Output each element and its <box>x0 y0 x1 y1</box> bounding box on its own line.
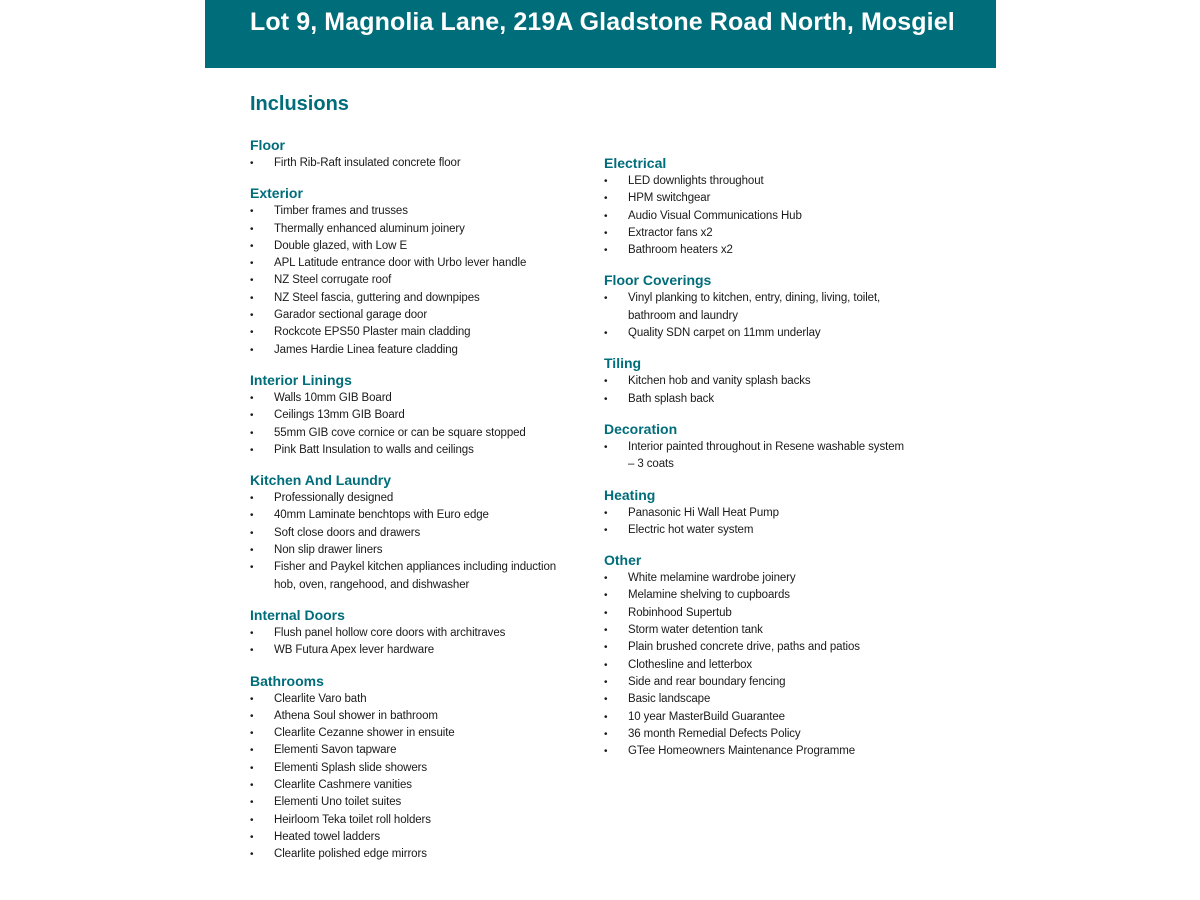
list-item <box>604 242 904 259</box>
list-item-text: Garador sectional garage door <box>274 309 428 322</box>
list-item-text: Thermally enhanced aluminum joinery <box>274 222 465 235</box>
bullet-icon: • <box>250 562 254 574</box>
section-decoration <box>604 420 904 474</box>
list-item <box>250 255 580 272</box>
section-exterior <box>250 184 580 359</box>
list-item-text: GTee Homeowners Maintenance Programme <box>628 745 856 758</box>
list-item <box>250 708 580 725</box>
list-item-text: Electric hot water system <box>628 523 754 536</box>
list-item-text: Clearlite Cezanne shower in ensuite <box>274 727 455 740</box>
list-item <box>250 725 580 742</box>
bullet-icon: • <box>250 510 254 522</box>
list-item <box>604 674 904 691</box>
list-item-text: NZ Steel fascia, guttering and downpipes <box>274 291 480 304</box>
bullet-icon: • <box>250 493 254 505</box>
list-item-text: Rockcote EPS50 Plaster main cladding <box>274 326 471 339</box>
bullet-icon: • <box>604 393 608 405</box>
list-item <box>604 605 904 622</box>
list-item-text: Quality SDN carpet on 11mm underlay <box>628 327 821 340</box>
item-list <box>250 625 580 660</box>
list-item-text: Vinyl planking to kitchen, entry, dining, living, toilet, bathroom and laundry <box>628 292 881 322</box>
bullet-icon: • <box>250 240 254 252</box>
list-item <box>250 238 580 255</box>
item-list <box>604 505 904 540</box>
section-heating <box>604 486 904 540</box>
list-item <box>250 559 580 594</box>
bullet-icon: • <box>604 245 608 257</box>
item-list <box>250 203 580 359</box>
item-list <box>604 290 904 342</box>
bullet-icon: • <box>250 728 254 740</box>
list-item-text: Extractor fans x2 <box>628 226 713 239</box>
bullet-icon: • <box>250 831 254 843</box>
list-item <box>250 525 580 542</box>
bullet-icon: • <box>604 293 608 305</box>
bullet-icon: • <box>250 797 254 809</box>
list-item <box>604 391 904 408</box>
list-item <box>604 709 904 726</box>
list-item <box>250 507 580 524</box>
bullet-icon: • <box>604 711 608 723</box>
list-item <box>250 272 580 289</box>
bullet-icon: • <box>250 392 254 404</box>
list-item-text: Fisher and Paykel kitchen appliances including induction hob, oven, rangehood, and dishwasher <box>274 561 557 591</box>
page-title: Lot 9, Magnolia Lane, 219A Gladstone Road North, Mosgiel <box>250 8 955 36</box>
bullet-icon: • <box>604 376 608 388</box>
bullet-icon: • <box>250 814 254 826</box>
inclusions-heading: Inclusions <box>250 93 349 115</box>
bullet-icon: • <box>604 507 608 519</box>
list-item <box>250 290 580 307</box>
right-column <box>604 154 904 772</box>
bullet-icon: • <box>604 176 608 187</box>
list-item-text: Heirloom Teka toilet roll holders <box>274 813 431 826</box>
list-item <box>250 812 580 829</box>
list-item <box>604 726 904 743</box>
list-item-text: Ceilings 13mm GIB Board <box>274 409 405 422</box>
bullet-icon: • <box>604 227 608 239</box>
list-item-text: Walls 10mm GIB Board <box>274 391 392 404</box>
list-item <box>604 439 904 474</box>
list-item-text: Audio Visual Communications Hub <box>628 209 802 222</box>
list-item <box>604 587 904 604</box>
section-title: Bathrooms <box>250 672 324 689</box>
bullet-icon: • <box>604 625 608 637</box>
bullet-icon: • <box>604 590 608 602</box>
list-item <box>604 325 904 342</box>
list-item-text: Melamine shelving to cupboards <box>628 589 790 602</box>
list-item-text: Professionally designed <box>274 492 394 505</box>
item-list <box>250 490 580 594</box>
list-item-text: 40mm Laminate benchtops with Euro edge <box>274 509 489 522</box>
list-item-text: Firth Rib-Raft insulated concrete floor <box>274 157 461 169</box>
list-item <box>604 190 904 207</box>
bullet-icon: • <box>250 762 254 774</box>
list-item <box>604 373 904 390</box>
list-item-text: NZ Steel corrugate roof <box>274 274 392 287</box>
bullet-icon: • <box>604 676 608 688</box>
section-title: Internal Doors <box>250 606 345 623</box>
bullet-icon: • <box>250 410 254 422</box>
list-item-text: Pink Batt Insulation to walls and ceilings <box>274 443 474 456</box>
list-item-text: Storm water detention tank <box>628 624 763 637</box>
list-item-text: Robinhood Supertub <box>628 606 732 619</box>
section-tiling <box>604 354 904 408</box>
list-item-text: Double glazed, with Low E <box>274 239 408 252</box>
section-title: Floor <box>250 137 285 153</box>
section-title: Electrical <box>604 155 667 171</box>
section-floor-coverings <box>604 271 904 342</box>
list-item-text: Non slip drawer liners <box>274 544 383 557</box>
list-item-text: Clothesline and letterbox <box>628 658 753 671</box>
list-item <box>250 390 580 407</box>
list-item <box>604 743 904 760</box>
list-item <box>604 505 904 522</box>
list-item-text: Clearlite Cashmere vanities <box>274 779 412 792</box>
list-item <box>250 742 580 759</box>
bullet-icon: • <box>604 328 608 340</box>
list-item <box>604 225 904 242</box>
bullet-icon: • <box>250 693 254 705</box>
list-item <box>250 625 580 642</box>
list-item <box>250 829 580 846</box>
list-item <box>604 208 904 225</box>
bullet-icon: • <box>250 780 254 792</box>
item-list <box>604 373 904 408</box>
bullet-icon: • <box>604 607 608 619</box>
list-item-text: Clearlite Varo bath <box>274 692 367 705</box>
bullet-icon: • <box>604 573 608 585</box>
list-item <box>250 307 580 324</box>
list-item-text: HPM switchgear <box>628 192 711 205</box>
bullet-icon: • <box>250 545 254 557</box>
list-item-text: Bathroom heaters x2 <box>628 244 733 257</box>
section-title: Floor Coverings <box>604 272 712 289</box>
bullet-icon: • <box>604 746 608 758</box>
section-internal-doors <box>250 606 580 660</box>
bullet-icon: • <box>250 206 254 218</box>
bullet-icon: • <box>604 524 608 536</box>
list-item <box>604 522 904 539</box>
list-item <box>604 691 904 708</box>
list-item <box>250 407 580 424</box>
bullet-icon: • <box>250 645 254 657</box>
list-item-text: Timber frames and trusses <box>274 205 408 218</box>
section-title: Decoration <box>604 420 678 437</box>
section-floor <box>250 136 580 172</box>
list-item <box>250 691 580 708</box>
section-title: Interior Linings <box>250 371 352 388</box>
list-item-text: Heated towel ladders <box>274 830 381 843</box>
list-item <box>604 657 904 674</box>
item-list <box>250 390 580 459</box>
list-item-text: Elementi Savon tapware <box>274 744 397 757</box>
bullet-icon: • <box>250 292 254 304</box>
list-item-text: Kitchen hob and vanity splash backs <box>628 375 811 388</box>
list-item-text: Elementi Uno toilet suites <box>274 796 402 809</box>
item-list <box>604 173 904 259</box>
section-electrical <box>604 154 904 259</box>
list-item-text: Panasonic Hi Wall Heat Pump <box>628 506 779 519</box>
list-item <box>250 203 580 220</box>
list-item <box>604 570 904 587</box>
list-item-text: WB Futura Apex lever hardware <box>274 644 435 657</box>
list-item-text: Clearlite polished edge mirrors <box>274 848 427 861</box>
list-item <box>250 794 580 811</box>
section-title: Tiling <box>604 355 642 372</box>
list-item <box>250 221 580 238</box>
bullet-icon: • <box>250 710 254 722</box>
bullet-icon: • <box>250 444 254 456</box>
bullet-icon: • <box>604 441 608 453</box>
bullet-icon: • <box>250 849 254 861</box>
list-item <box>250 425 580 442</box>
list-item-text: Athena Soul shower in bathroom <box>274 709 438 722</box>
section-bathrooms <box>250 672 580 864</box>
item-list <box>250 691 580 864</box>
item-list <box>250 155 580 172</box>
list-item-text: 55mm GIB cove cornice or can be square stopped <box>274 426 526 439</box>
list-item <box>250 442 580 459</box>
list-item <box>250 760 580 777</box>
bullet-icon: • <box>250 344 254 356</box>
section-other <box>604 551 904 760</box>
list-item <box>604 173 904 190</box>
list-item-text: Soft close doors and drawers <box>274 526 421 539</box>
list-item-text: James Hardie Linea feature cladding <box>274 343 458 356</box>
list-item <box>250 846 580 863</box>
section-title: Heating <box>604 486 656 503</box>
section-interior-linings <box>250 371 580 459</box>
bullet-icon: • <box>250 158 254 169</box>
list-item-text: Bath splash back <box>628 392 714 405</box>
bullet-icon: • <box>250 275 254 287</box>
header-bar <box>205 0 996 68</box>
left-column <box>250 136 580 876</box>
list-item <box>250 490 580 507</box>
bullet-icon: • <box>250 310 254 322</box>
list-item-text: Interior painted throughout in Resene washable system – 3 coats <box>628 440 904 471</box>
list-item-text: Basic landscape <box>628 693 711 706</box>
list-item-text: 10 year MasterBuild Guarantee <box>628 710 785 723</box>
list-item <box>250 542 580 559</box>
item-list <box>604 570 904 760</box>
list-item-text: White melamine wardrobe joinery <box>628 572 796 585</box>
bullet-icon: • <box>604 642 608 654</box>
bullet-icon: • <box>250 627 254 639</box>
bullet-icon: • <box>604 193 608 205</box>
bullet-icon: • <box>604 659 608 671</box>
bullet-icon: • <box>250 427 254 439</box>
list-item <box>250 642 580 659</box>
list-item <box>250 342 580 359</box>
list-item-text: LED downlights throughout <box>628 175 764 187</box>
bullet-icon: • <box>604 694 608 706</box>
list-item <box>604 639 904 656</box>
list-item-text: Plain brushed concrete drive, paths and patios <box>628 641 860 654</box>
section-title: Exterior <box>250 185 303 202</box>
bullet-icon: • <box>604 728 608 740</box>
list-item <box>250 155 580 172</box>
list-item-text: 36 month Remedial Defects Policy <box>628 727 801 740</box>
bullet-icon: • <box>604 210 608 222</box>
list-item <box>250 777 580 794</box>
section-title: Other <box>604 552 642 569</box>
bullet-icon: • <box>250 527 254 539</box>
list-item <box>604 622 904 639</box>
list-item <box>604 290 904 325</box>
list-item-text: Elementi Splash slide showers <box>274 761 428 774</box>
section-kitchen-and-laundry <box>250 471 580 594</box>
bullet-icon: • <box>250 258 254 270</box>
section-title: Kitchen And Laundry <box>250 472 392 489</box>
list-item-text: Side and rear boundary fencing <box>628 675 786 688</box>
list-item-text: Flush panel hollow core doors with architraves <box>274 626 506 639</box>
bullet-icon: • <box>250 223 254 235</box>
list-item <box>250 324 580 341</box>
list-item-text: APL Latitude entrance door with Urbo lever handle <box>274 257 527 270</box>
bullet-icon: • <box>250 327 254 339</box>
bullet-icon: • <box>250 745 254 757</box>
item-list <box>604 439 904 474</box>
